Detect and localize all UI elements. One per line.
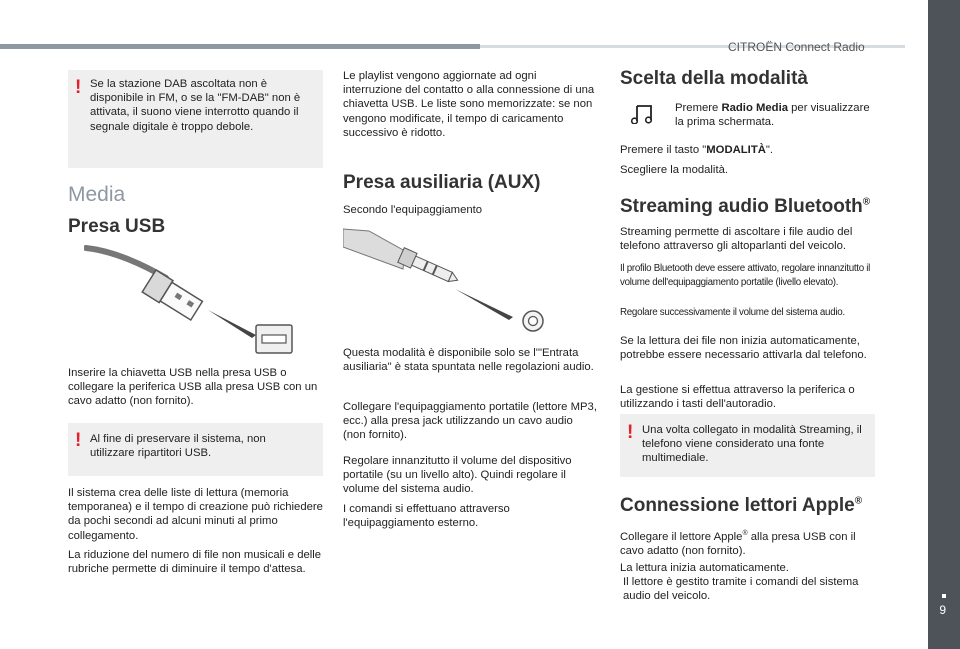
heading-usb: Presa USB <box>68 216 166 237</box>
usb-text: Inserire la chiavetta USB nella presa USB o collegare la periferica USB alla presa USB con un cavo adatto (non fornito). <box>68 367 318 408</box>
warning-text: Se la stazione DAB ascoltata non è disponibile in FM, o se la "FM-DAB" non è attivata, il suono viene interrotto quando il segnale digitale è troppo debole. <box>90 78 301 133</box>
warning-text: Una volta collegato in modalità Streaming, il telefono viene considerato una fonte multimediale. <box>642 424 862 465</box>
right-sidebar <box>928 0 960 649</box>
warning-text: Al fine di preservare il sistema, non utilizzare ripartitori USB. <box>90 433 266 460</box>
playlist-text: Le playlist vengono aggiornate ad ogni interruzione del contatto o alla connessione di una chiavetta USB. Le liste sono memorizzate: se non vengono modificate, il tempo di caricamento successivo è ridotto. <box>343 70 595 139</box>
header-rule-dark <box>0 44 480 49</box>
section-title-media: Media <box>68 183 126 206</box>
bluetooth-text-2a: Se la lettura dei file non inizia automaticamente, potrebbe essere necessario attivarla dal telefono. <box>620 335 867 362</box>
brand-label: CITROËN Connect Radio <box>728 40 865 54</box>
heading-apple: Connessione lettori Apple® <box>620 495 863 516</box>
heading-aux: Presa ausiliaria (AUX) <box>343 172 541 193</box>
bluetooth-text-2b: La gestione si effettua attraverso la periferica o utilizzando i tasti dell'autoradio. <box>620 384 855 411</box>
warning-icon: ! <box>627 422 634 443</box>
warning-box-dab <box>68 70 323 168</box>
music-note-icon <box>630 104 654 124</box>
list-text-1: Il sistema crea delle liste di lettura (memoria temporanea) e il tempo di creazione può richiedere da pochi secondi ad alcuni minuti al primo collegamento. <box>68 487 323 542</box>
continue-marker <box>942 594 946 598</box>
aux-text-1: Questa modalità è disponibile solo se l'"Entrata ausiliaria" è stata spuntata nelle regolazioni audio. <box>343 347 594 374</box>
list-text-2: La riduzione del numero di file non musicali e delle rubriche permette di diminuire il tempo d'attesa. <box>68 549 322 576</box>
apple-text-c: La lettura inizia automaticamente. <box>620 562 789 574</box>
heading-bluetooth: Streaming audio Bluetooth® <box>620 196 871 217</box>
bluetooth-text: Streaming permette di ascoltare i file audio del telefono attraverso gli altoparlanti del veicolo. <box>620 226 853 253</box>
warning-box-streaming <box>620 414 875 477</box>
mode-choose-text: Scegliere la modalità. <box>620 164 729 176</box>
aux-text-3a: Regolare innanzitutto il volume del dispositivo portatile (su un livello alto). Quindi regolare il volume del sistema audio. <box>343 455 572 496</box>
heading-mode: Scelta della modalità <box>620 68 808 89</box>
bluetooth-note-1: Il profilo Bluetooth deve essere attivato, regolare innanzitutto il volume dell'equipaggiamento portatile (livello elevato). <box>620 263 871 288</box>
warning-icon: ! <box>75 430 82 451</box>
aux-equipment-note: Secondo l'equipaggiamento <box>343 204 483 216</box>
warning-icon: ! <box>75 77 82 98</box>
apple-text: Collegare il lettore Apple® alla presa USB con il cavo adatto (non fornito). <box>620 530 856 557</box>
bluetooth-note-2: Regolare successivamente il volume del sistema audio. <box>620 307 845 318</box>
page-number: 9 <box>939 603 946 617</box>
mode-key-text: Premere il tasto "MODALITÀ". <box>620 144 774 156</box>
aux-text-3b: I comandi si effettuano attraverso l'equipaggiamento esterno. <box>343 503 510 530</box>
jack-plug-illustration <box>343 225 553 335</box>
mode-press-text: Premere Radio Media per visualizzare la prima schermata. <box>675 102 870 129</box>
warning-box-usb <box>68 423 323 476</box>
apple-text-d: Il lettore è gestito tramite i comandi del sistema audio del veicolo. <box>623 576 859 603</box>
aux-text-2: Collegare l'equipaggiamento portatile (lettore MP3, ecc.) alla presa jack utilizzando un cavo audio (non fornito). <box>343 401 597 442</box>
usb-plug-illustration <box>84 245 314 357</box>
